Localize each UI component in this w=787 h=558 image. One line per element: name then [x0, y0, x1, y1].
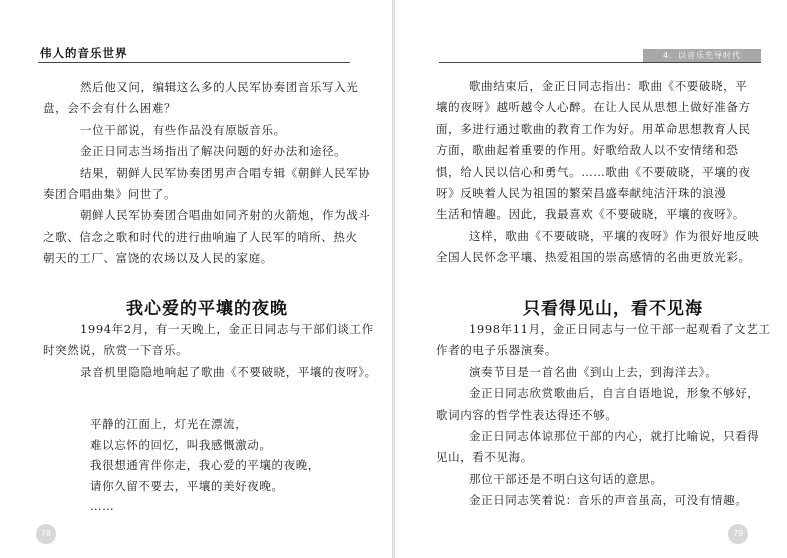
running-head: 4．以音乐先导时代	[643, 49, 761, 62]
text-line: 惧，给人民以信心和勇气。……歌曲《不要破晓，平壤的夜	[436, 164, 751, 179]
text-line: 结果，朝鲜人民军协奏团男声合唱专辑《朝鲜人民军协	[80, 165, 371, 180]
text-line: 歌词内容的哲学性表达得还不够。	[436, 407, 618, 422]
text-line: 1994年2月，有一天晚上，金正日同志与干部们谈工作	[80, 322, 374, 336]
text-line: 见山，看不见海。	[436, 450, 533, 465]
text-line: 壤的夜呀》越听越令人心醉。在让人民从思想上做好准备方	[436, 100, 751, 115]
text-line: 我很想通宵伴你走，我心爱的平壤的夜晚，	[90, 458, 320, 472]
text-block	[43, 77, 371, 270]
text-line: 金正日同志当场指出了解决问题的好办法和途径。	[80, 144, 347, 159]
text-line: 朝鲜人民军协奏团合唱曲如同齐射的火箭炮，作为战斗	[80, 208, 371, 223]
text-line: 那位干部还是不明白这句话的意思。	[469, 471, 663, 486]
text-line: 1998年11月，金正日同志与一位干部一起观看了文艺工	[469, 322, 771, 336]
text-block	[436, 76, 769, 269]
text-block	[436, 319, 771, 512]
text-line: 录音机里隐隐地响起了歌曲《不要破晓，平壤的夜呀》。	[80, 364, 377, 379]
text-line: 方面，歌曲起着重要的作用。好歌给敌人以不安情绪和恐	[436, 143, 739, 158]
text-line: 生活和情趣。因此，我最喜欢《不要破晓，平壤的夜呀》。	[436, 207, 745, 222]
text-line: 之歌、信念之歌和时代的进行曲响遍了人民军的哨所、热火	[43, 229, 358, 244]
text-line: 一位干部说，有些作品没有原版音乐。	[80, 122, 286, 137]
text-block	[43, 319, 377, 383]
text-line: 然后他又问，编辑这么多的人民军协奏团音乐写入光	[80, 80, 359, 94]
left-page	[0, 0, 392, 558]
text-line: 面，多进行通过歌曲的教育工作为好。用革命思想教育人民	[436, 121, 751, 136]
text-line: 这样，歌曲《不要破晓，平壤的夜呀》作为很好地反映	[469, 228, 760, 243]
text-line: 作者的电子乐器演奏。	[436, 343, 557, 358]
header-rule	[439, 62, 761, 63]
page-number: 79	[728, 524, 748, 544]
text-line: 盘，会不会有什么困难？	[43, 101, 177, 116]
text-line: 平静的江面上，灯光在漂流，	[90, 417, 248, 431]
text-line: 演奏节目是一首名曲《到山上去，到海洋去》。	[469, 364, 718, 379]
section-title: 我心爱的平壤的夜晚	[126, 299, 288, 319]
header-rule	[38, 62, 350, 63]
page-number: 78	[36, 524, 56, 544]
text-line: 金正日同志笑着说：音乐的声音虽高，可没有情趣。	[469, 493, 748, 508]
poem-block	[90, 414, 370, 517]
text-line: ……	[90, 499, 115, 513]
text-line: 全国人民怀念平壤、热爱祖国的崇高感情的名曲更放光彩。	[436, 250, 751, 265]
text-line: 奏团合唱曲集》问世了。	[43, 186, 177, 201]
section-title: 只看得见山，看不见海	[523, 299, 703, 319]
text-line: 歌曲结束后，金正日同志指出：歌曲《不要破晓，平	[469, 79, 748, 93]
text-line: 时突然说，欣赏一下音乐。	[43, 343, 189, 358]
text-line: 难以忘怀的回忆，叫我感慨激动。	[90, 437, 272, 452]
text-line: 请你久留不要去，平壤的美好夜晚。	[90, 478, 284, 493]
text-line: 金正日同志欣赏歌曲后，自言自语地说，形象不够好，	[469, 386, 760, 401]
text-line: 呀》反映着人民为祖国的繁荣昌盛奉献纯洁汗珠的浪漫	[436, 185, 727, 200]
right-page	[395, 0, 787, 558]
running-head: 伟人的音乐世界	[40, 46, 128, 60]
text-line: 朝天的工厂、富饶的农场以及人民的家庭。	[43, 251, 273, 266]
text-line: 金正日同志体谅那位干部的内心，就打比喻说，只看得	[469, 428, 760, 443]
